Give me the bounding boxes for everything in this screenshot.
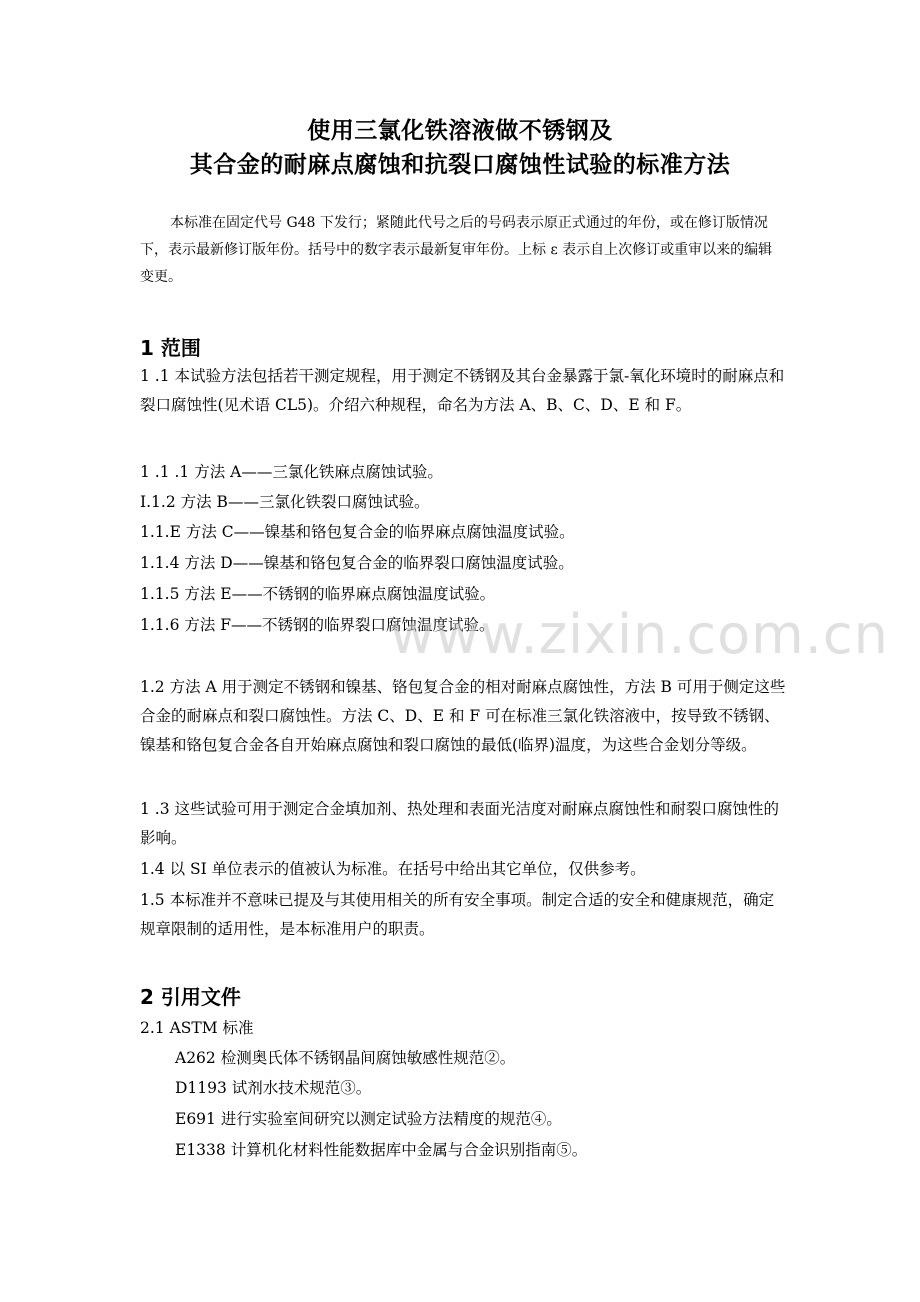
- paragraph-1-3: 1 .3 这些试验可用于测定合金填加剂、热处理和表面光洁度对耐麻点腐蚀性和耐裂口腐蚀性的影响。: [140, 800, 780, 847]
- item-1-1-3: 1.1.E 方法 C——镍基和铬包复合金的临界麻点腐蚀温度试验。: [140, 523, 575, 541]
- paragraph-1-4: 1.4 以 SI 单位表示的值被认为标准。在括号中给出其它单位，仅供参考。: [140, 860, 646, 878]
- reference-d1193: D1193 试剂水技术规范③。: [175, 1079, 372, 1097]
- reference-e1338: E1338 计算机化材料性能数据库中金属与合金识别指南⑤。: [175, 1141, 588, 1159]
- item-1-1-1: 1 .1 .1 方法 A——三氯化铁麻点腐蚀试验。: [140, 463, 443, 481]
- paragraph-1-1: 1 .1 本试验方法包括若干测定规程，用于测定不锈钢及其台金暴露于氯-氧化环境时的耐麻点和裂口腐蚀性(见术语 CL5)。介绍六种规程，命名为方法 A、B、C、D、E 和 F。: [140, 367, 785, 414]
- intro-paragraph: 本标准在固定代号 G48 下发行；紧随此代号之后的号码表示原正式通过的年份，或在修订版情况下，表示最新修订版年份。括号中的数字表示最新复审年份。上标 ε 表示自上次修订或重审以来的编辑变更。: [140, 215, 773, 285]
- section-2-heading: 2 引用文件: [140, 985, 241, 1009]
- paragraph-1-5: 1.5 本标准并不意味已提及与其使用相关的所有安全事项。制定合适的安全和健康规范，确定规章限制的适用性，是本标准用户的职责。: [140, 891, 775, 938]
- item-1-1-5: 1.1.5 方法 E——不锈钢的临界麻点腐蚀温度试验。: [140, 585, 496, 603]
- title-line-2: 其合金的耐麻点腐蚀和抗裂口腐蚀性试验的标准方法: [189, 152, 731, 178]
- title-line-1: 使用三氯化铁溶液做不锈钢及: [307, 118, 613, 144]
- paragraph-1-2: 1.2 方法 A 用于测定不锈钢和镍基、铬包复合金的相对耐麻点腐蚀性，方法 B 可用于侧定这些合金的耐麻点和裂口腐蚀性。方法 C、D、E 和 F 可在标准三氯化铁溶液中，按导致不锈钢、镍基和铬包复合金各自开始麻点腐蚀和裂口腐蚀的最低(临界)温度，为这些合金划分等级。: [140, 678, 786, 754]
- reference-e691: E691 进行实验室间研究以测定试验方法精度的规范④。: [175, 1110, 562, 1128]
- item-2-1: 2.1 ASTM 标准: [140, 1019, 254, 1037]
- item-1-1-2: I.1.2 方法 B——三氯化铁裂口腐蚀试验。: [140, 493, 430, 511]
- item-1-1-6: 1.1.6 方法 F——不锈钢的临界裂口腐蚀温度试验。: [140, 616, 495, 634]
- section-1-heading: 1 范围: [140, 336, 201, 360]
- watermark: www.zixin.com.cn: [390, 603, 889, 666]
- item-1-1-4: 1.1.4 方法 D——镍基和铬包复合金的临界裂口腐蚀温度试验。: [140, 554, 574, 572]
- reference-a262: A262 检测奥氏体不锈钢晶间腐蚀敏感性规范②。: [175, 1049, 516, 1067]
